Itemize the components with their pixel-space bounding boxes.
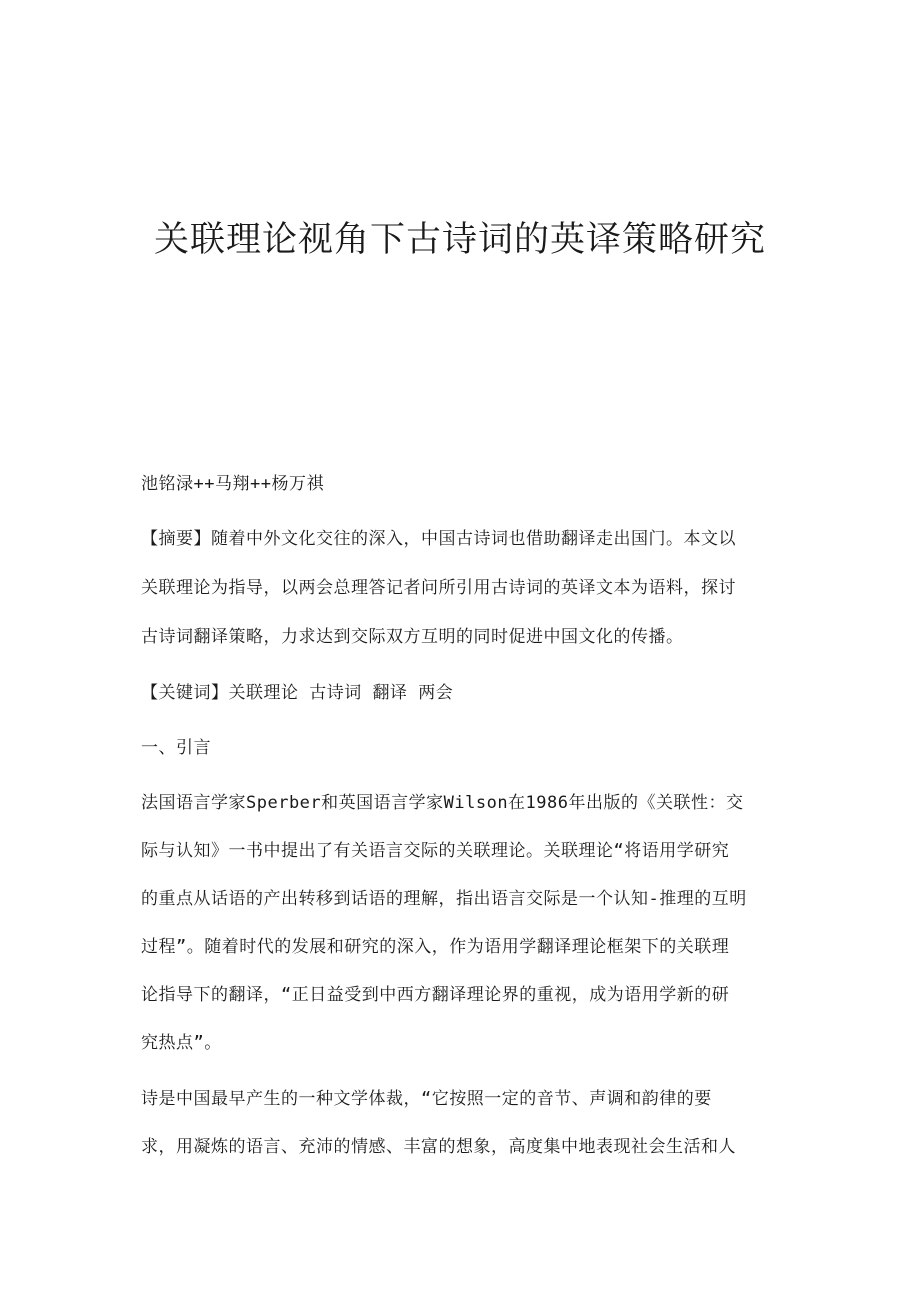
paragraph-line: 论指导下的翻译，“正日益受到中西方翻译理论界的重视，成为语用学新的研 [141, 985, 730, 1005]
paragraph-line: 诗是中国最早产生的一种文学体裁，“它按照一定的音节、声调和韵律的要 [141, 1089, 712, 1109]
paragraph-line: 求，用凝炼的语言、充沛的情感、丰富的想象，高度集中地表现社会生活和人 [141, 1137, 736, 1157]
abstract-line: 古诗词翻译策略，力求达到交际双方互明的同时促进中国文化的传播。 [141, 627, 684, 647]
section-heading: 一、引言 [141, 738, 211, 758]
keywords-line: 【关键词】关联理论 古诗词 翻译 两会 [141, 683, 454, 703]
paragraph-line: 法国语言学家Sperber和英国语言学家Wilson在1986年出版的《关联性：交 [141, 793, 744, 813]
abstract-line: 【摘要】随着中外文化交往的深入，中国古诗词也借助翻译走出国门。本文以 [141, 529, 736, 549]
paper-title: 关联理论视角下古诗词的英译策略研究 [153, 220, 766, 260]
paragraph-line: 过程”。随着时代的发展和研究的深入，作为语用学翻译理论框架下的关联理 [141, 937, 730, 957]
author-line: 池铭渌++马翔++杨万祺 [141, 474, 324, 494]
paragraph-line: 究热点”。 [141, 1033, 222, 1053]
paragraph-line: 的重点从话语的产出转移到话语的理解，指出语言交际是一个认知-推理的互明 [141, 889, 747, 909]
abstract-line: 关联理论为指导，以两会总理答记者问所引用古诗词的英译文本为语料，探讨 [141, 578, 736, 598]
paragraph-line: 际与认知》一书中提出了有关语言交际的关联理论。关联理论“将语用学研究 [141, 841, 730, 861]
